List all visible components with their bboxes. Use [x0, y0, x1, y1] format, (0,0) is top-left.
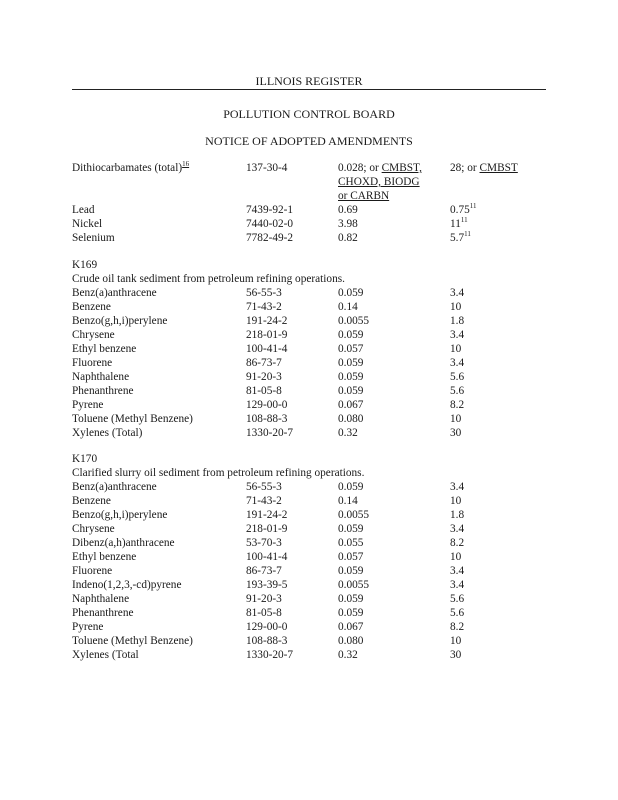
constituent-name: Nickel — [72, 218, 103, 230]
wastewater-standard: 0.059 — [338, 287, 364, 299]
constituent-name: Pyrene — [72, 621, 104, 633]
constituent-name: Xylenes (Total — [72, 649, 139, 661]
wastewater-standard: 0.057 — [338, 551, 364, 563]
nonwastewater-standard: 3.4 — [450, 523, 465, 535]
nonwastewater-standard: 10 — [450, 495, 462, 507]
table-row-continued — [0, 189, 618, 203]
waste-code-k170: K170 — [72, 453, 98, 465]
wastewater-standard: 0.059 — [338, 357, 364, 369]
nonwastewater-standard: 3.4 — [450, 329, 465, 341]
table-row — [0, 578, 618, 592]
table-row — [0, 300, 618, 314]
table-row — [0, 356, 618, 370]
wastewater-standard: 0.057 — [338, 343, 364, 355]
wastewater-standard: 0.059 — [338, 329, 364, 341]
table-row — [0, 412, 618, 426]
wastewater-standard: 0.14 — [338, 301, 358, 313]
cas-number: 218-01-9 — [246, 329, 288, 341]
constituent-name: Benzo(g,h,i)perylene — [72, 315, 168, 327]
cas-number: 91-20-3 — [246, 593, 282, 605]
wastewater-standard: 0.059 — [338, 565, 364, 577]
constituent-name: Naphthalene — [72, 371, 130, 383]
nonwastewater-standard: 3.4 — [450, 565, 465, 577]
wastewater-technology: or CARBN — [338, 190, 390, 202]
constituent-name: Xylenes (Total) — [72, 427, 143, 439]
table-row — [0, 314, 618, 328]
table-row — [0, 370, 618, 384]
register-title: ILLNOIS REGISTER — [255, 74, 363, 88]
constituent-name: Benzo(g,h,i)perylene — [72, 509, 168, 521]
table-row — [0, 592, 618, 606]
constituent-name: Benz(a)anthracene — [72, 481, 157, 493]
nonwastewater-standard: $11^{11}$ — [450, 216, 468, 230]
constituent-name: Fluorene — [72, 565, 113, 577]
wastewater-standard: 0.059 — [338, 607, 364, 619]
nonwastewater-standard: 10 — [450, 343, 462, 355]
nonwastewater-standard: 10 — [450, 635, 462, 647]
cas-number: 129-00-0 — [246, 621, 288, 633]
wastewater-standard: 0.067 — [338, 399, 364, 411]
wastewater-standard: 0.028; or CMBST, — [338, 162, 422, 174]
cas-number: 7782-49-2 — [246, 232, 294, 244]
constituent-name: Benzene — [72, 495, 111, 507]
table-row — [0, 426, 618, 440]
nonwastewater-standard: 30 — [450, 427, 462, 439]
constituent-name: Phenanthrene — [72, 385, 134, 397]
wastewater-standard: 0.82 — [338, 232, 358, 244]
nonwastewater-standard: 10 — [450, 413, 462, 425]
table-row — [0, 480, 618, 494]
board-title: POLLUTION CONTROL BOARD — [223, 107, 395, 121]
nonwastewater-standard: 5.6 — [450, 593, 465, 605]
wastewater-standard: 0.067 — [338, 621, 364, 633]
cas-number: 71-43-2 — [246, 495, 282, 507]
table-row — [0, 550, 618, 564]
nonwastewater-standard: 10 — [450, 301, 462, 313]
notice-title: NOTICE OF ADOPTED AMENDMENTS — [205, 134, 413, 148]
table-row — [0, 620, 618, 634]
cas-number: 7439-92-1 — [246, 204, 294, 216]
cas-number: 81-05-8 — [246, 607, 282, 619]
nonwastewater-standard: 5.6 — [450, 371, 465, 383]
waste-description-k169: Crude oil tank sediment from petroleum refining operations. — [72, 273, 345, 285]
nonwastewater-standard: 30 — [450, 649, 462, 661]
wastewater-standard: 0.0055 — [338, 315, 370, 327]
wastewater-standard: 0.32 — [338, 649, 358, 661]
constituent-name: Ethyl benzene — [72, 551, 137, 563]
cas-number: 86-73-7 — [246, 565, 282, 577]
table-row — [0, 286, 618, 300]
cas-number: 1330-20-7 — [246, 427, 294, 439]
nonwastewater-standard: 0.75$^{11}$ — [450, 202, 477, 216]
nonwastewater-standard: 28; or CMBST — [450, 162, 518, 174]
constituent-name: Naphthalene — [72, 593, 130, 605]
cas-number: 218-01-9 — [246, 523, 288, 535]
wastewater-standard: 0.080 — [338, 635, 364, 647]
header-rule — [72, 89, 546, 90]
cas-number: 108-88-3 — [246, 413, 288, 425]
wastewater-standard: 0.059 — [338, 371, 364, 383]
nonwastewater-standard: 3.4 — [450, 357, 465, 369]
table-row — [0, 508, 618, 522]
table-row-continued — [0, 175, 618, 189]
cas-number: 100-41-4 — [246, 343, 288, 355]
nonwastewater-standard: 10 — [450, 551, 462, 563]
wastewater-standard: 0.059 — [338, 481, 364, 493]
cas-number: 137-30-4 — [246, 162, 288, 174]
table-row — [0, 606, 618, 620]
cas-number: 129-00-0 — [246, 399, 288, 411]
table-row — [0, 494, 618, 508]
constituent-name: Chrysene — [72, 523, 115, 535]
constituent-name: Benz(a)anthracene — [72, 287, 157, 299]
nonwastewater-standard: 1.8 — [450, 509, 465, 521]
table-row — [0, 522, 618, 536]
cas-number: 108-88-3 — [246, 635, 288, 647]
constituent-name: Phenanthrene — [72, 607, 134, 619]
nonwastewater-standard: 8.2 — [450, 537, 465, 549]
waste-description-k170: Clarified slurry oil sediment from petroleum refining operations. — [72, 467, 365, 479]
waste-code-k169: K169 — [72, 259, 98, 271]
wastewater-standard: 0.055 — [338, 537, 364, 549]
table-row — [0, 564, 618, 578]
constituent-name: Indeno(1,2,3,-cd)pyrene — [72, 579, 182, 591]
wastewater-standard: 0.32 — [338, 427, 358, 439]
constituent-name: Toluene (Methyl Benzene) — [72, 413, 193, 425]
constituent-name: Chrysene — [72, 329, 115, 341]
cas-number: 1330-20-7 — [246, 649, 294, 661]
constituent-name: Ethyl benzene — [72, 343, 137, 355]
wastewater-standard: 0.69 — [338, 204, 358, 216]
nonwastewater-standard: 8.2 — [450, 621, 465, 633]
wastewater-technology: CHOXD, BIODG — [338, 176, 420, 188]
cas-number: 71-43-2 — [246, 301, 282, 313]
nonwastewater-standard: 8.2 — [450, 399, 465, 411]
constituent-name: Toluene (Methyl Benzene) — [72, 635, 193, 647]
table-row — [0, 328, 618, 342]
table-row — [0, 648, 618, 662]
cas-number: 53-70-3 — [246, 537, 282, 549]
table-row — [0, 536, 618, 550]
cas-number: 56-55-3 — [246, 287, 282, 299]
nonwastewater-standard: 3.4 — [450, 287, 465, 299]
wastewater-standard: 0.14 — [338, 495, 358, 507]
constituent-name: Selenium — [72, 232, 115, 244]
nonwastewater-standard: 5.6 — [450, 385, 465, 397]
nonwastewater-standard: 3.4 — [450, 579, 465, 591]
nonwastewater-standard: 5.6 — [450, 607, 465, 619]
table-row — [0, 398, 618, 412]
nonwastewater-standard: 1.8 — [450, 315, 465, 327]
constituent-name: Dithiocarbamates (total)$^{16}$ — [72, 160, 190, 174]
cas-number: 7440-02-0 — [246, 218, 294, 230]
cas-number: 191-24-2 — [246, 315, 288, 327]
wastewater-standard: 0.059 — [338, 385, 364, 397]
wastewater-standard: 0.080 — [338, 413, 364, 425]
table-row — [0, 231, 618, 245]
constituent-name: Fluorene — [72, 357, 113, 369]
table-row — [0, 634, 618, 648]
table-row — [0, 217, 618, 231]
wastewater-standard: 3.98 — [338, 218, 358, 230]
cas-number: 91-20-3 — [246, 371, 282, 383]
wastewater-standard: 0.059 — [338, 523, 364, 535]
table-row — [0, 384, 618, 398]
nonwastewater-standard: 3.4 — [450, 481, 465, 493]
constituent-name: Pyrene — [72, 399, 104, 411]
constituent-name: Lead — [72, 204, 95, 216]
nonwastewater-standard: $5.7^{11}$ — [450, 230, 471, 244]
cas-number: 86-73-7 — [246, 357, 282, 369]
cas-number: 56-55-3 — [246, 481, 282, 493]
cas-number: 191-24-2 — [246, 509, 288, 521]
wastewater-standard: 0.0055 — [338, 509, 370, 521]
table-row — [0, 203, 618, 217]
constituent-name: Dibenz(a,h)anthracene — [72, 537, 175, 549]
cas-number: 81-05-8 — [246, 385, 282, 397]
wastewater-standard: 0.059 — [338, 593, 364, 605]
cas-number: 100-41-4 — [246, 551, 288, 563]
constituent-name: Benzene — [72, 301, 111, 313]
table-row — [0, 342, 618, 356]
cas-number: 193-39-5 — [246, 579, 288, 591]
wastewater-standard: 0.0055 — [338, 579, 370, 591]
table-row — [0, 161, 618, 175]
